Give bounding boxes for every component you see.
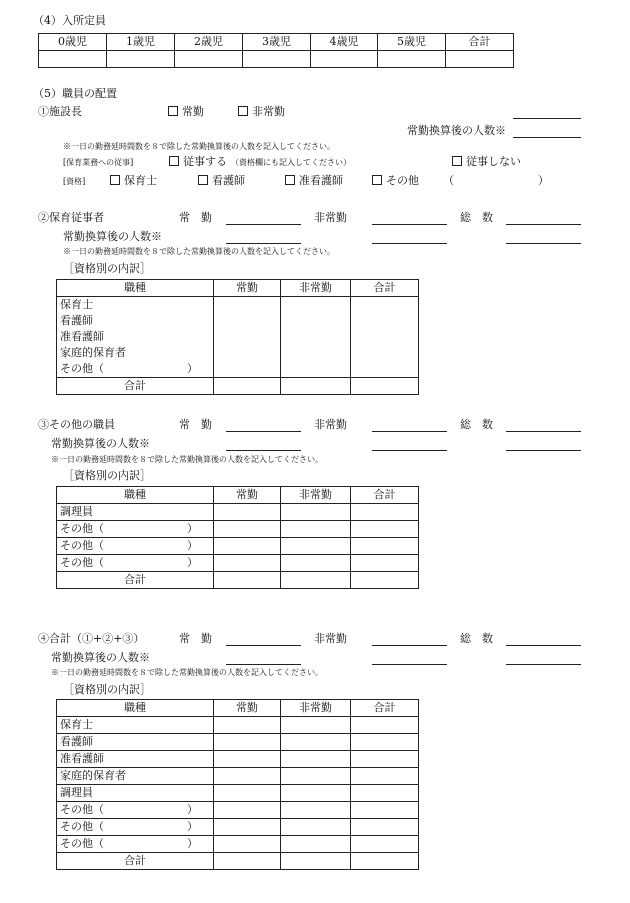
fulltime-cell[interactable] [214,768,281,785]
job-label-assoc-nurse: 准看護師 [57,329,214,345]
other-close-paren: ） [187,803,198,816]
col-header-job: 職種 [57,280,214,297]
engage-no-option[interactable] [452,156,521,168]
others-fte-label: 常勤換算後の人数※ [51,437,150,450]
fulltime-cell[interactable] [214,538,281,555]
table-row [57,555,419,572]
other-label: その他（ [60,522,104,535]
engage-yes-option[interactable] [169,156,351,168]
job-label-nursery: 保育士 [57,717,214,734]
parttime-cell[interactable] [281,819,351,836]
total-fte-label: 常勤換算後の人数※ [51,651,150,664]
capacity-cell[interactable] [446,51,514,68]
capacity-header-age5: 5歳児 [378,34,446,51]
sum-fulltime-cell[interactable] [214,853,281,870]
total-cell[interactable] [351,819,419,836]
childcare-fte-fulltime-field[interactable] [226,243,301,244]
parttime-cell[interactable] [281,802,351,819]
total-cell[interactable] [351,751,419,768]
others-title: ③その他の職員 [38,418,115,431]
checkbox-icon [110,175,120,185]
sum-row [57,378,419,395]
checkbox-icon [372,175,382,185]
parttime-cell[interactable] [281,785,351,802]
col-header-job: 職種 [57,700,214,717]
sum-label: 合計 [57,853,214,870]
director-title: ①施設長 [38,105,82,118]
fulltime-cell[interactable] [214,504,281,521]
sum-total-cell[interactable] [351,572,419,589]
sum-row [57,572,419,589]
option-label: 看護師 [212,174,245,187]
job-label-other [57,555,214,572]
parttime-cell[interactable] [281,521,351,538]
fulltime-cell[interactable] [214,802,281,819]
fulltime-cell[interactable] [214,297,281,378]
total-fte-total-field[interactable] [506,664,581,665]
others-breakdown-table [56,486,419,589]
option-note: （資格欄にも記入してください） [231,158,351,167]
childcare-parttime-label: 非常勤 [314,211,347,224]
col-header-parttime: 非常勤 [281,280,351,297]
total-note: ※一日の勤務延時間数を８で除した常勤換算後の人数を記入してください。 [51,668,323,677]
parttime-cell[interactable] [281,734,351,751]
sum-row [57,853,419,870]
capacity-cell[interactable] [378,51,446,68]
parttime-cell[interactable] [281,538,351,555]
checkbox-icon [452,156,462,166]
others-fte-total-field[interactable] [506,450,581,451]
total-cell[interactable] [351,734,419,751]
sum-label: 合計 [57,572,214,589]
table-row [57,504,419,521]
director-parttime-option[interactable] [238,106,285,118]
total-title: ④合計（①+②+③） [38,632,145,645]
table-header-row [57,280,419,297]
option-label: 准看護師 [299,174,343,187]
checkbox-icon [168,106,178,116]
childcare-title: ②保育従事者 [38,211,104,224]
fulltime-cell[interactable] [214,819,281,836]
parttime-cell[interactable] [281,555,351,572]
total-cell[interactable] [351,297,419,378]
option-label: 常勤 [182,105,204,118]
section-5-title: （5）職員の配置 [33,87,117,100]
table-row [57,768,419,785]
table-row [57,819,419,836]
checkbox-icon [169,156,179,166]
capacity-table [38,33,514,68]
childcare-parttime-field[interactable] [372,224,447,225]
total-total-field[interactable] [506,645,581,646]
col-header-parttime: 非常勤 [281,487,351,504]
table-row [57,785,419,802]
other-label: その他（ [60,837,104,850]
other-close-paren: ） [187,837,198,850]
fulltime-cell[interactable] [214,751,281,768]
others-breakdown-label: ［資格別の内訳］ [63,469,151,482]
childcare-fte-total-field[interactable] [506,243,581,244]
job-label-home-care: 家庭的保育者 [57,345,214,361]
childcare-breakdown-table [56,279,419,395]
total-cell[interactable] [351,836,419,853]
job-label-nurse: 看護師 [57,734,214,751]
others-parttime-field[interactable] [372,431,447,432]
total-fte-parttime-field[interactable] [372,664,447,665]
option-label: 保育士 [124,174,157,187]
sum-fulltime-cell[interactable] [214,378,281,395]
other-label: その他（ [60,820,104,833]
job-label-other [57,802,214,819]
childcare-breakdown-label: ［資格別の内訳］ [63,262,151,275]
others-fte-fulltime-field[interactable] [226,450,301,451]
total-total-label: 総 数 [460,632,493,645]
qual-label: [資格] [63,177,86,186]
capacity-cell[interactable] [311,51,378,68]
director-count-field[interactable] [513,118,581,119]
childcare-fte-parttime-field[interactable] [372,243,447,244]
others-parttime-label: 非常勤 [314,418,347,431]
fulltime-cell[interactable] [214,521,281,538]
option-label: その他 [386,174,419,187]
parttime-cell[interactable] [281,751,351,768]
job-label-nurse: 看護師 [57,313,214,329]
others-fulltime-label: 常 勤 [179,418,212,431]
job-label-assoc-nurse: 准看護師 [57,751,214,768]
capacity-header-age2: 2歳児 [175,34,243,51]
parttime-cell[interactable] [281,504,351,521]
other-label: その他（ [60,556,104,569]
table-row [57,751,419,768]
fulltime-cell[interactable] [214,785,281,802]
qual-assoc-nurse-option[interactable] [285,175,343,187]
col-header-total: 合計 [351,280,419,297]
job-label-other [57,361,214,378]
others-total-label: 総 数 [460,418,493,431]
section-4-title: （4）入所定員 [33,14,106,27]
other-close-paren: ） [187,556,198,569]
total-cell[interactable] [351,785,419,802]
sum-parttime-cell[interactable] [281,378,351,395]
col-header-fulltime: 常勤 [214,700,281,717]
capacity-header-age0: 0歳児 [39,34,107,51]
total-parttime-field[interactable] [372,645,447,646]
other-close-paren: ） [187,522,198,535]
qual-other-open-paren: （ [443,174,454,187]
fulltime-cell[interactable] [214,836,281,853]
total-breakdown-table [56,699,419,870]
col-header-parttime: 非常勤 [281,700,351,717]
option-label: 従事する [183,155,227,168]
table-row [57,717,419,734]
job-label-other [57,819,214,836]
parttime-cell[interactable] [281,836,351,853]
director-fulltime-option[interactable] [168,106,204,118]
table-header-row [57,700,419,717]
job-label-other [57,538,214,555]
col-header-total: 合計 [351,700,419,717]
checkbox-icon [285,175,295,185]
job-label-home-care: 家庭的保育者 [57,768,214,785]
col-header-fulltime: 常勤 [214,487,281,504]
total-parttime-label: 非常勤 [314,632,347,645]
col-header-job: 職種 [57,487,214,504]
childcare-note: ※一日の勤務延時間数を８で除した常勤換算後の人数を記入してください。 [63,247,335,256]
qual-other-close-paren: ） [538,174,549,187]
childcare-fte-label: 常勤換算後の人数※ [63,230,162,243]
capacity-cell[interactable] [39,51,107,68]
others-fte-parttime-field[interactable] [372,450,447,451]
capacity-cell[interactable] [107,51,175,68]
checkbox-icon [238,106,248,116]
childcare-fulltime-field[interactable] [226,224,301,225]
parttime-cell[interactable] [281,768,351,785]
total-cell[interactable] [351,521,419,538]
others-fulltime-field[interactable] [226,431,301,432]
option-label: 非常勤 [252,105,285,118]
fulltime-cell[interactable] [214,734,281,751]
total-fulltime-label: 常 勤 [179,632,212,645]
capacity-cell[interactable] [175,51,243,68]
capacity-header-total: 合計 [446,34,514,51]
table-header-row [57,487,419,504]
others-note: ※一日の勤務延時間数を８で除した常勤換算後の人数を記入してください。 [51,455,323,464]
sum-fulltime-cell[interactable] [214,572,281,589]
director-note: ※一日の勤務延時間数を８で除した常勤換算後の人数を記入してください。 [63,142,335,151]
other-close-paren: ） [187,362,198,375]
capacity-header-age4: 4歳児 [311,34,378,51]
director-fte-field[interactable] [513,137,581,138]
capacity-header-age1: 1歳児 [107,34,175,51]
total-cell[interactable] [351,504,419,521]
director-fte-label: 常勤換算後の人数※ [407,124,506,137]
table-row [57,836,419,853]
capacity-header-age3: 3歳児 [243,34,311,51]
fulltime-cell[interactable] [214,717,281,734]
total-cell[interactable] [351,538,419,555]
total-cell[interactable] [351,802,419,819]
sum-parttime-cell[interactable] [281,853,351,870]
total-cell[interactable] [351,768,419,785]
qual-other-option[interactable] [372,175,419,187]
sum-label: 合計 [57,378,214,395]
parttime-cell[interactable] [281,717,351,734]
table-row [57,297,419,314]
total-cell[interactable] [351,555,419,572]
capacity-input-row [39,51,514,68]
capacity-cell[interactable] [243,51,311,68]
qual-nurse-option[interactable] [198,175,245,187]
job-label-other [57,836,214,853]
childcare-fulltime-label: 常 勤 [179,211,212,224]
job-label-cook: 調理員 [57,504,214,521]
qual-nursery-option[interactable] [110,175,157,187]
others-total-field[interactable] [506,431,581,432]
total-cell[interactable] [351,717,419,734]
sum-total-cell[interactable] [351,378,419,395]
childcare-total-field[interactable] [506,224,581,225]
fulltime-cell[interactable] [214,555,281,572]
other-label: その他（ [60,362,104,375]
col-header-total: 合計 [351,487,419,504]
col-header-fulltime: 常勤 [214,280,281,297]
total-fulltime-field[interactable] [226,645,301,646]
childcare-total-label: 総 数 [460,211,493,224]
option-label: 従事しない [466,155,521,168]
other-close-paren: ） [187,539,198,552]
total-breakdown-label: ［資格別の内訳］ [63,683,151,696]
sum-parttime-cell[interactable] [281,572,351,589]
table-row [57,734,419,751]
engage-label: [保育業務への従事] [63,158,134,167]
total-fte-fulltime-field[interactable] [226,664,301,665]
other-close-paren: ） [187,820,198,833]
capacity-header-row [39,34,514,51]
table-row [57,802,419,819]
checkbox-icon [198,175,208,185]
job-label-other [57,521,214,538]
other-label: その他（ [60,539,104,552]
job-label-cook: 調理員 [57,785,214,802]
table-row [57,521,419,538]
table-row [57,538,419,555]
job-label-nursery: 保育士 [57,297,214,314]
sum-total-cell[interactable] [351,853,419,870]
other-label: その他（ [60,803,104,816]
parttime-cell[interactable] [281,297,351,378]
